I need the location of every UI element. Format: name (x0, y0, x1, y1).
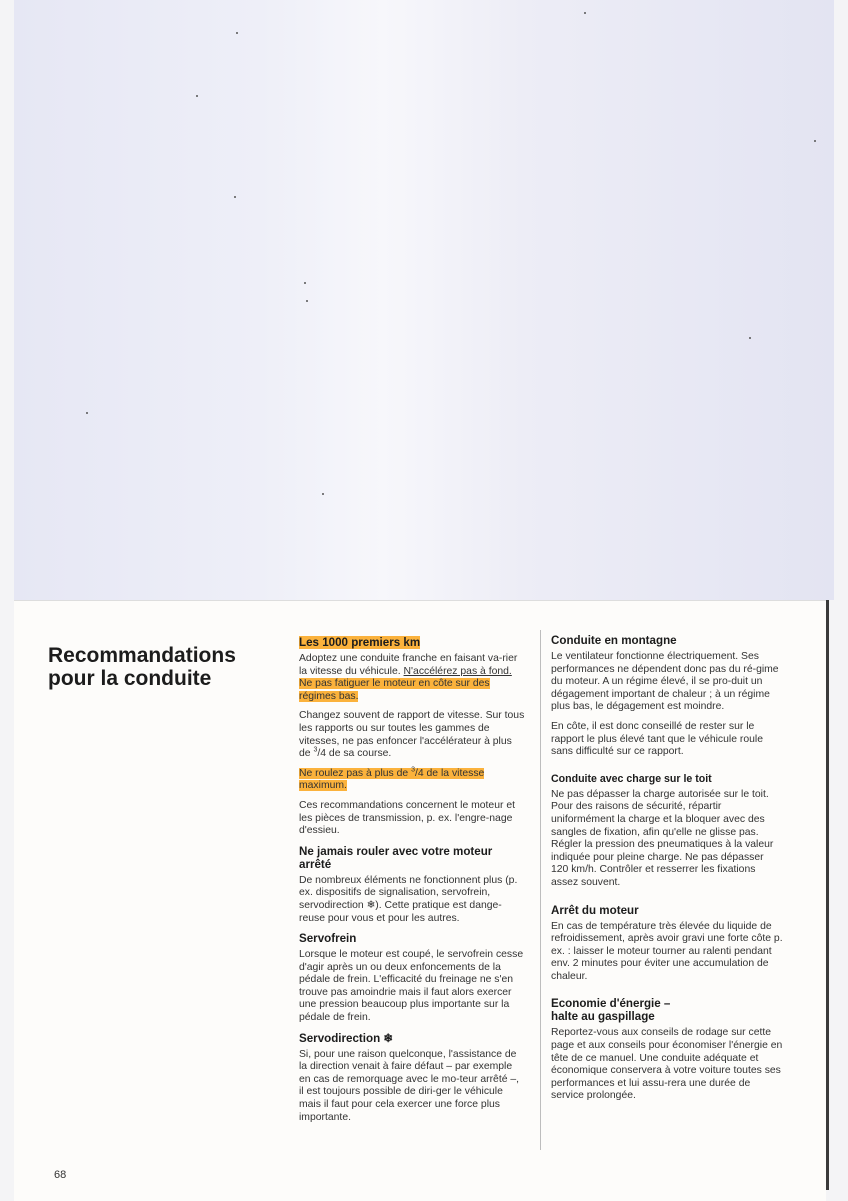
section-heading-engine-stop: Arrêt du moteur (551, 903, 639, 917)
section-heading-servodirection: Servodirection ❄ (299, 1031, 394, 1045)
section-heading-never-engine-off: Ne jamais rouler avec votre moteur arrêté (299, 844, 493, 871)
paragraph-engine-stop: En cas de température très élevée du liquide de refroidissement, après avoir gravi une forte côte p. ex. : laisser le moteur tourner au ralenti pendant env. 2 minutes pour éviter une accumulation de chaleur. (551, 920, 783, 982)
page-edge (826, 600, 829, 1190)
paragraph-gear-change: Changez souvent de rapport de vitesse. Sur tous les rapports ou sur toutes les gammes de vitesses, ne pas enfoncer l'accélérateur à plus de $^3$/4 de sa course. (299, 710, 525, 760)
section-heading-roof-load: Conduite avec charge sur le toit (551, 772, 712, 785)
page-title-line-1: Recommandations (48, 644, 236, 667)
section-heading-mountain: Conduite en montagne (551, 634, 677, 647)
column-left (299, 636, 525, 1131)
column-right (551, 634, 783, 1110)
paragraph-fan: Le ventilateur fonctionne électriquement. Ses performances ne dépendent donc pas du ré-gime du moteur. A un régime élevé, il se pro-duit un dégagement important de chaleur ; à un régime plus bas, le dégagement est moindre. (551, 651, 779, 713)
paragraph-engine-off: De nombreux éléments ne fonctionnent plus (p. ex. dispositifs de signalisation, servofrein, servodirection ❄). Cette pratique est dange-reuse pour vous et pour les autres. (299, 874, 518, 924)
blank-scanned-area (14, 0, 834, 600)
paragraph-running-in: Adoptez une conduite franche en faisant va-rier la vitesse du véhicule. N'accélérez pas à fond. Ne pas fatiguer le moteur en côte sur des régimes bas. (299, 653, 518, 702)
paragraph-max-speed: Ne roulez pas à plus de $^3$/4 de la vitesse maximum. (299, 766, 485, 792)
paragraph-hill-gear: En côte, il est donc conseillé de rester sur le rapport le plus élevé tant que le véhicule roule sans difficulté sur ce rapport. (551, 720, 763, 758)
column-divider (540, 630, 541, 1150)
page-number: 68 (54, 1169, 67, 1181)
paragraph-energy: Reportez-vous aux conseils de rodage sur cette page et aux conseils pour économiser l'énergie en tête de ce manuel. Une conduite adéquate et économique conservera à votre voiture toutes ses performances et lui assu-rera une durée de service prolongée. (551, 1027, 783, 1102)
page-title (48, 644, 258, 690)
page-title-line-2: pour la conduite (48, 667, 212, 690)
paragraph-servodirection: Si, pour une raison quelconque, l'assistance de la direction venait à faire défaut – par exemple en cas de remorquage avec le mo-teur arrêté –, il est toujours possible de diri-ger le véhicule mais il faut pour cela exercer une force plus importante. (299, 1048, 520, 1123)
section-heading-servofrein: Servofrein (299, 932, 357, 946)
section-heading-energy: Economie d'énergie – halte au gaspillage (551, 997, 671, 1024)
paragraph-roof-load: Ne pas dépasser la charge autorisée sur le toit. Pour des raisons de sécurité, répartir uniformément la charge et la bloquer avec des sangles de fixation, afin qu'elle ne glisse pas. Régler la pression des pneumatiques à la valeur indiquée pour pleine charge. Ne pas dépasser 120 km/h. Contrôler et resserrer les fixations assez souvent. (551, 788, 774, 888)
paragraph-servofrein: Lorsque le moteur est coupé, le servofrein cesse d'agir après un ou deux enfoncements de la pédale de frein. L'efficacité du freinage ne s'en trouve pas amoindrie mais il faut alors exercer une pression beaucoup plus importante sur la pédale de frein. (299, 949, 524, 1024)
paragraph-scope: Ces recommandations concernent le moteur et les pièces de transmission, p. ex. l'engre-nage d'essieu. (299, 799, 516, 837)
section-heading-first-km: Les 1000 premiers km (299, 636, 421, 649)
